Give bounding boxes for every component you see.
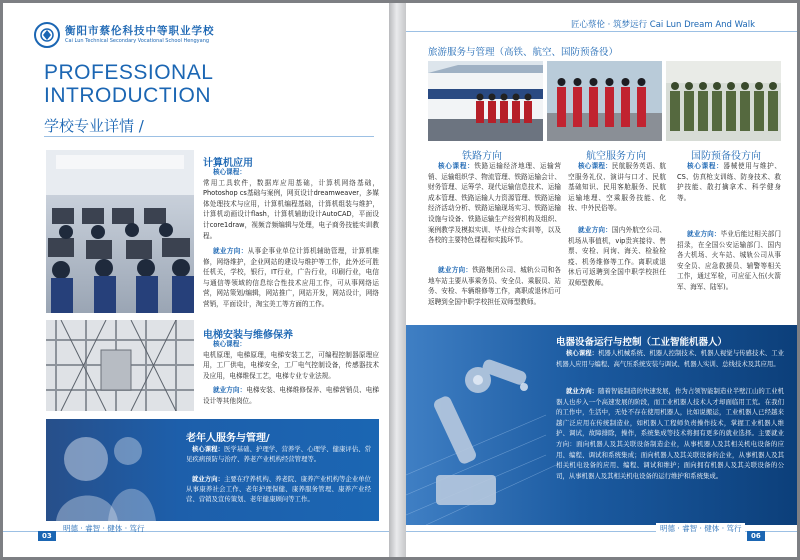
defense-job-label: 就业方向： — [687, 230, 721, 238]
defense-job-block — [677, 229, 781, 293]
computer-title: 计算机应用 — [203, 158, 253, 169]
computer-lab-photo — [46, 150, 194, 313]
defense-photo — [666, 61, 781, 141]
robot-job-text: 随着智能制造的快速发展，作为占领智能制造业半壁江山的工业机器人也步入一个高速发展的阶段，而工业机器人技术人才却面临用工荒。在我们的工作中，生活中，无处不存在使用机器人，比如说搬运，工业机器人已经越来越广泛应用在传统制造业，如机器人工程师负责操作技术，掌握工业机器人维护、调试，故障排除，操作，系统集成等技术将拥有更多的就业选择。主要就业方向：面向机器人及其关联设备制造企业，从事机器人及其相关机电设备的应用、编程、调试和系统集成；面向机器人及其关联设备的企业，从事机器人及其相关机电设备的应用、编程、调试和维护；面向拥有机器人及其关联设备的公司，从事机器人及其相关机电设备的运行维护和系统集成。 — [556, 387, 784, 480]
heading-line-2: INTRODUCTION — [44, 84, 211, 107]
computer-core-label: 核心课程： — [213, 168, 246, 176]
heading-subtitle: 学校专业详情 / — [44, 117, 144, 135]
right-footer-motto: 明德 · 睿智 · 健体 · 笃行 — [656, 523, 745, 534]
robot-title: 电器设备运行与控制（工业智能机器人） — [556, 337, 728, 348]
elderly-core-text: 医学基础、护理学、营养学、心理学、健康评估、常见疾病预防与治疗、养老产业机构经营管理等。 — [186, 445, 372, 464]
school-name-cn: 衡阳市蔡伦科技中等职业学校 — [65, 25, 215, 37]
elevator-title: 电梯安装与维修保养 — [203, 330, 293, 341]
tourism-title: 旅游服务与管理（高铁、航空、国防预备役） — [428, 47, 619, 58]
aviation-core-block — [568, 161, 666, 214]
robot-panel — [406, 325, 797, 525]
elevator-job-label: 就业方向： — [213, 386, 247, 394]
aviation-core-text: 民航服务英语、航空服务礼仪、演讲与口才、民航基础知识、民用客舱服务、民航运输地理、空乘服务技能、化妆、中外民俗等。 — [568, 162, 667, 213]
left-footer-motto: 明德 · 睿智 · 健体 · 笃行 — [63, 524, 145, 533]
right-header-slogan: 匠心蔡伦 · 筑梦远行 Cai Lun Dream And Walk — [565, 18, 755, 30]
aviation-job-block — [568, 225, 666, 289]
railway-photo — [428, 61, 543, 141]
railway-core-text: 铁路运输经济地理、运输营销、运输组织学、物流管理、铁路运输会计、财务管理、运筹学、现代运输信息技术、运输成本管理、铁路运输人力资源管理、铁路运输经济活动分析、铁路运输现场实习、铁路运输设施与设备、铁路运输生产经营机构及组织、案例教学及模拟实训、毕业综合实训等，以及各校的主要特色课程和实践环节。 — [428, 162, 562, 245]
computer-job-label: 就业方向： — [213, 247, 248, 255]
right-page-number: 06 — [747, 523, 765, 542]
elderly-title: 老年人服务与管理/ — [186, 433, 270, 444]
elevator-core-block — [203, 339, 379, 381]
defense-core-text: 器械使用与维护、CS、仿真枪支训练、防身技术、救护技能、散打擒拿术、科学健身等。 — [677, 162, 782, 202]
defense-job-text: 毕业后能过相关部门招录，在全国公安运输部门、国内各大机场、火车站、城轨公司从事安全员、应急救援员、辅警等相关工作，通过军检，可应征入伍(火箭军、海军、陆军)。 — [677, 230, 782, 291]
elderly-job-text: 主要在疗养机构、养老院、康养产业机构等企业单位从事康养社会工作、老年护理保健、康养服务管理、康养产业经营、营销及宣传策划、老年健康顾问等工作。 — [186, 475, 372, 504]
railway-job-text: 铁路集团公司、城轨公司和各地车站主要从事乘务员、安全员、乘服员、站务、安检、车辆维修等工作，离职或退休后可返聘到全国中职学校担任双师型教师。 — [428, 266, 562, 306]
elderly-banner — [46, 419, 379, 521]
elevator-job-text: 电梯安装、电梯维修保养、电梯营销员、电梯设计等其他岗位。 — [203, 386, 380, 405]
aviation-job-text: 国内外航空公司、机场从事值机，vip贵宾接待、售票、安检、问询、海关、检验检疫、机务维修等工作。离职或退休后可返聘到全国中职学校担任双师型教师。 — [568, 226, 667, 287]
defense-core-label: 核心课程： — [687, 162, 724, 170]
robot-core-text: 机器人机械系统、机器人控制技术、机器人视觉与传感技术、工业机器人应用与编程、高气压系统安装与调试、机器人实训、总线技术及其应用。 — [556, 349, 784, 368]
book-spine — [389, 3, 406, 557]
elevator-photo — [46, 320, 194, 411]
elderly-core-label: 核心课程： — [192, 445, 224, 453]
elevator-core-label: 核心课程： — [213, 340, 246, 348]
aviation-photo — [547, 61, 662, 141]
school-logo-icon — [34, 22, 60, 48]
aviation-core-label: 核心课程： — [578, 162, 612, 170]
elderly-core-block — [186, 444, 371, 464]
defense-core-block — [677, 161, 781, 203]
right-page — [406, 3, 797, 557]
railway-job-label: 就业方向： — [438, 266, 473, 274]
defense-title: 国防预备役方向 — [691, 151, 761, 162]
railway-core-block — [428, 161, 561, 246]
computer-core-text: 常用工具软件，数据库应用基础，计算机网络基础，Photoshop cs基础与案例，网页设计dreamweaver，多媒体处理技术与应用，计算机编程基础，计算机组装与维护，计算机动画设计flash，计算机辅助设计AutoCAD，平面设计core1draw，视频音频编辑与处理，电子商务技能实训教程。 — [203, 178, 379, 240]
aviation-title: 航空服务方向 — [586, 151, 646, 162]
robot-job-block — [556, 386, 784, 481]
railway-title: 铁路方向 — [462, 151, 502, 162]
computer-core-block — [203, 167, 379, 241]
elderly-job-block — [186, 474, 371, 505]
robot-job-label: 就业方向： — [566, 387, 599, 395]
left-page-number: 03 — [38, 523, 56, 542]
elevator-core-text: 电机原理，电梯原理，电梯安装工艺，可编程控制器原理应用，工厂供电，电梯安全，工厂电气控制设备，传感器技术及应用，电梯维保工艺，电梯专业专业法规。 — [203, 350, 379, 380]
railway-job-block — [428, 265, 561, 307]
aviation-job-label: 就业方向： — [578, 226, 612, 234]
computer-job-block — [203, 246, 379, 310]
elevator-job-block — [203, 385, 379, 406]
left-footer-rule — [3, 531, 389, 532]
computer-job-text: 从事企事业单位计算机辅助管理，计算机维修，网络维护，企业网站的建设与维护等工作，此外还可胜任机关，学校，银行，IT行业，广告行业，印刷行业，电信与通信等领域的信息综合性技术应用工作，可从事网络运营，网站策划/编辑，网站推广，网站开发，网站设计，网络营销，平面设计，淘宝美工等方面的工作。 — [203, 247, 380, 308]
heading-line-1: PROFESSIONAL — [44, 61, 214, 84]
heading-divider — [44, 136, 374, 137]
elderly-job-label: 就业方向： — [192, 475, 224, 483]
left-page — [3, 3, 389, 557]
railway-core-label: 核心课程： — [438, 162, 475, 170]
robot-core-label: 核心课程： — [566, 349, 599, 357]
school-name-en: Cai Lun Technical Secondary Vocational School Hengyang — [65, 38, 210, 44]
right-header-rule — [406, 31, 797, 32]
robot-core-block — [556, 348, 784, 369]
